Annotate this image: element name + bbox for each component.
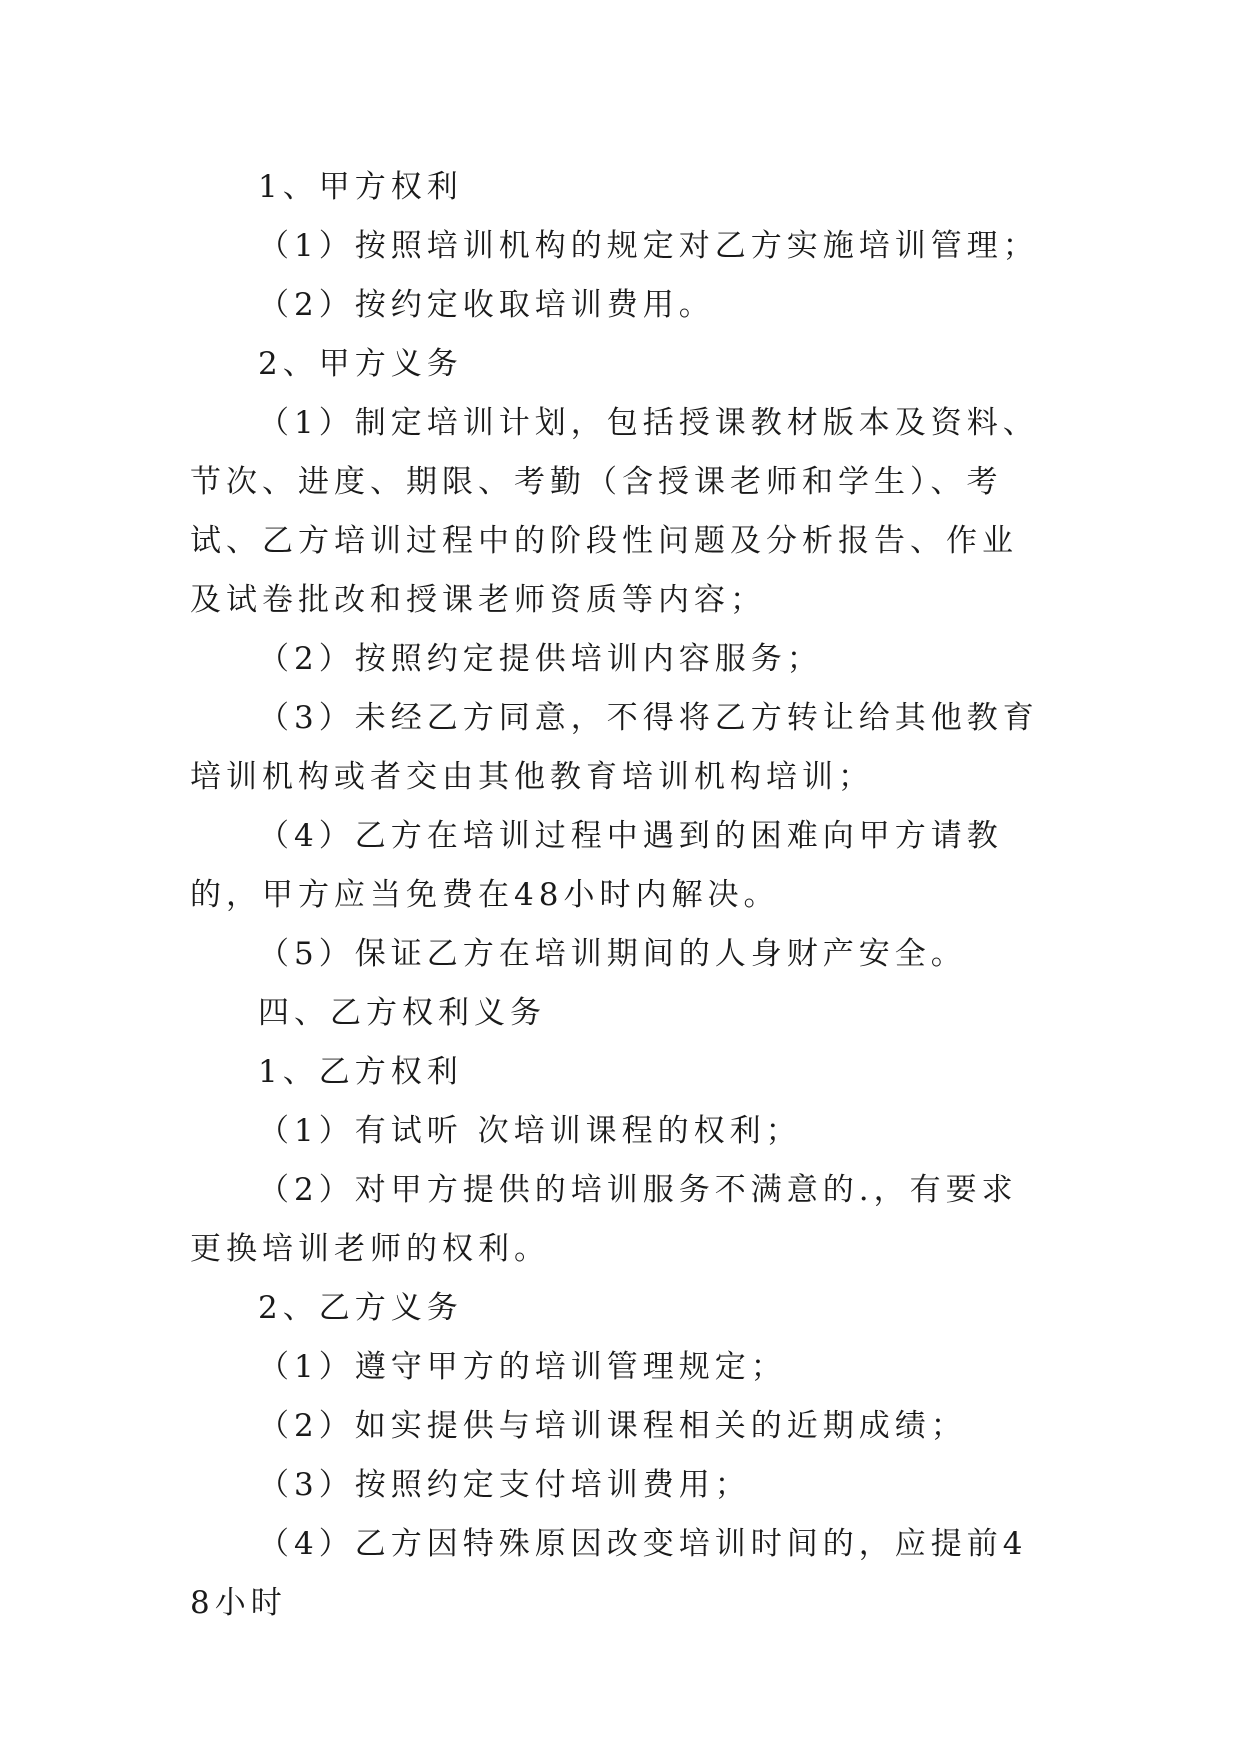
- paragraph: （2）按照约定提供培训内容服务；: [258, 641, 823, 677]
- section-heading-party-a-rights: 1、甲方权利: [258, 169, 463, 205]
- section-heading-party-b-rights: 1、乙方权利: [258, 1054, 463, 1090]
- section-heading-party-b-obligations: 2、乙方义务: [258, 1290, 463, 1326]
- paragraph: （3）按照约定支付培训费用；: [258, 1467, 751, 1503]
- document-body: [190, 158, 1050, 1633]
- section-heading-party-b: 四、乙方权利义务: [258, 995, 546, 1031]
- section-heading-party-a-obligations: 2、甲方义务: [258, 346, 463, 382]
- paragraph: （1）制定培训计划，包括授课教材版本及资料、节次、进度、期限、考勤（含授课老师和学生）、考试、乙方培训过程中的阶段性问题及分析报告、作业及试卷批改和授课老师资质等内容；: [190, 405, 1039, 618]
- paragraph: （1）遵守甲方的培训管理规定；: [258, 1349, 787, 1385]
- paragraph: （2）按约定收取培训费用。: [258, 287, 715, 323]
- paragraph: （1）有试听 次培训课程的权利；: [258, 1113, 802, 1149]
- paragraph: （2）对甲方提供的培训服务不满意的.，有要求更换培训老师的权利。: [190, 1172, 1018, 1267]
- paragraph: （4）乙方因特殊原因改变培训时间的，应提前48小时: [190, 1526, 1028, 1621]
- paragraph: （4）乙方在培训过程中遇到的困难向甲方请教的，甲方应当免费在48小时内解决。: [190, 818, 1003, 913]
- paragraph: （3）未经乙方同意，不得将乙方转让给其他教育培训机构或者交由其他教育培训机构培训；: [190, 700, 1039, 795]
- paragraph: （2）如实提供与培训课程相关的近期成绩；: [258, 1408, 967, 1444]
- paragraph: （1）按照培训机构的规定对乙方实施培训管理；: [258, 228, 1039, 264]
- paragraph: （5）保证乙方在培训期间的人身财产安全。: [258, 936, 967, 972]
